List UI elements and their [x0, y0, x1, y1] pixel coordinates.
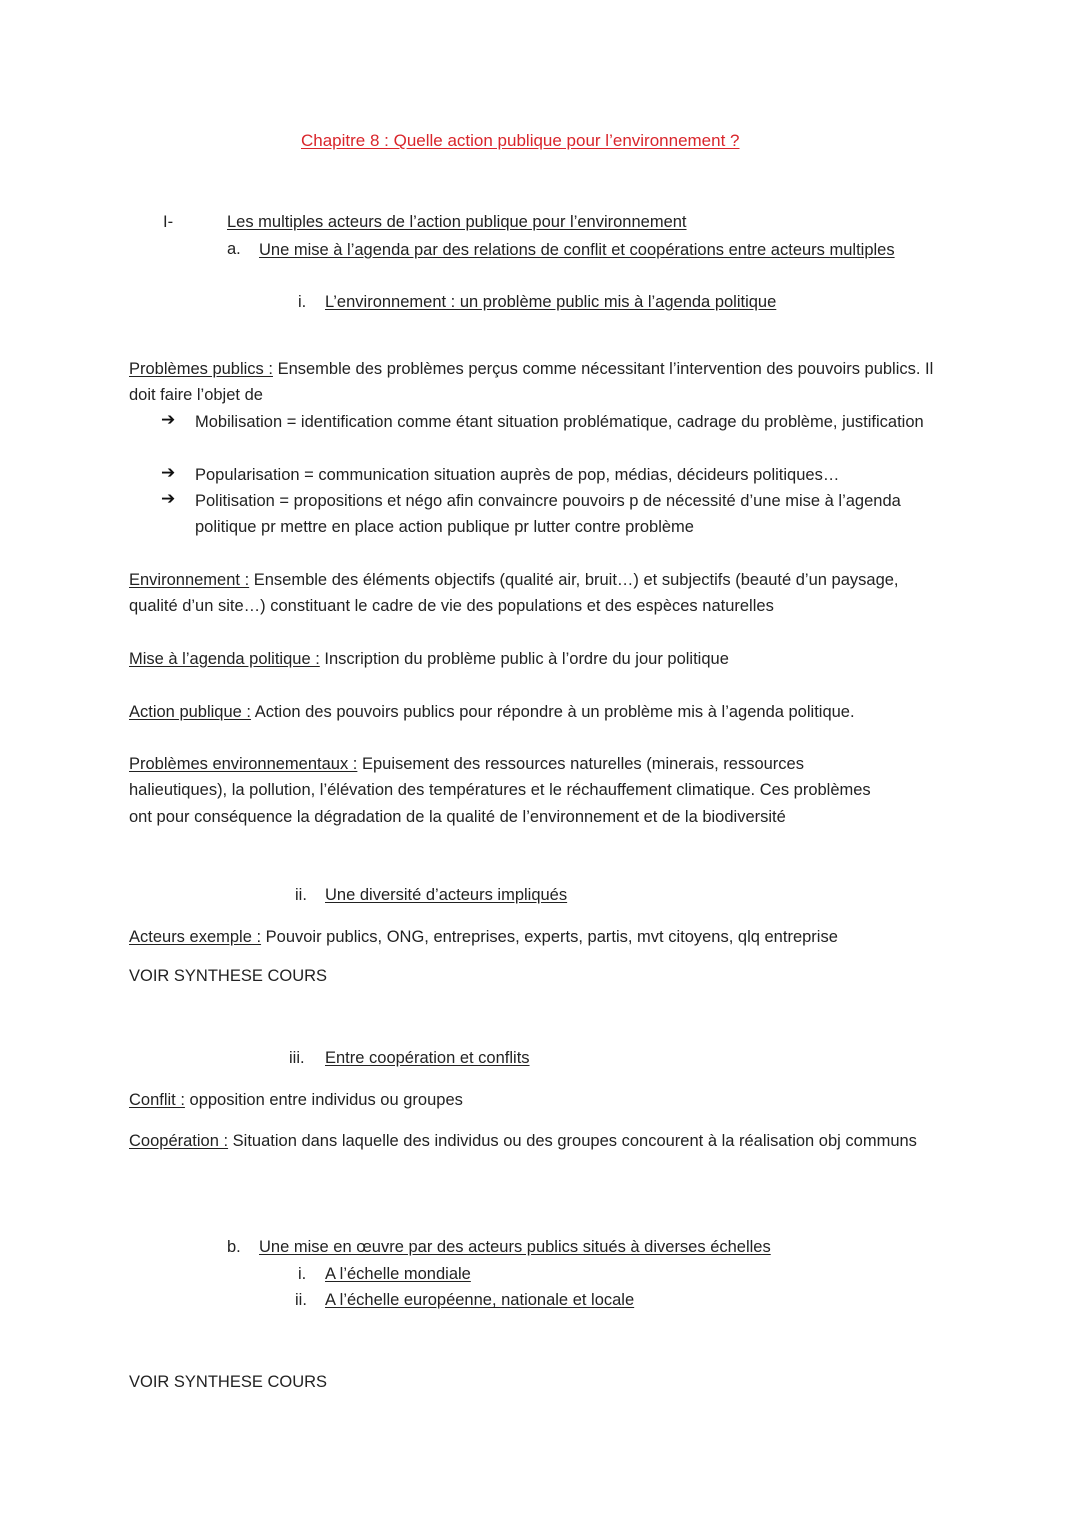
- subsection-number: b.: [227, 1238, 241, 1256]
- subsubsection-number: i.: [298, 293, 307, 311]
- section-heading: Les multiples acteurs de l’action publique pour l’environnement: [227, 213, 687, 231]
- definition-term: Coopération :: [129, 1132, 229, 1150]
- definition-text: Situation dans laquelle des individus ou des groupes concourent à la réalisation obj communs: [228, 1132, 917, 1150]
- definition-term: Environnement :: [129, 571, 250, 589]
- subsubsection-number: ii.: [295, 886, 307, 904]
- subsubsection-heading: Une diversité d’acteurs impliqués: [325, 886, 568, 904]
- bullet-item: Mobilisation = identification comme étant situation problématique, cadrage du problème, justification: [195, 413, 924, 431]
- definition-term: Acteurs exemple :: [129, 928, 262, 946]
- definition-text: opposition entre individus ou groupes: [184, 1091, 463, 1109]
- bullet-item: Popularisation = communication situation auprès de pop, médias, décideurs politiques…: [195, 466, 840, 484]
- definition-text: Pouvoir publics, ONG, entreprises, experts, partis, mvt citoyens, qlq entreprise: [261, 928, 838, 946]
- definition-text: Inscription du problème public à l’ordre du jour politique: [319, 650, 729, 668]
- subsubsection-number: ii.: [295, 1291, 307, 1309]
- definition-acteurs: [129, 924, 949, 950]
- note-voir-synthese: VOIR SYNTHESE COURS: [129, 1373, 328, 1391]
- subsubsection-heading: Entre coopération et conflits: [325, 1049, 530, 1067]
- section-number: I-: [163, 213, 174, 231]
- definition-problemes-environnementaux: [129, 751, 889, 830]
- arrow-right-icon: ➔: [161, 463, 176, 482]
- definition-action-publique: [129, 699, 989, 725]
- definition-cooperation: [129, 1128, 929, 1154]
- definition-text: Epuisement des ressources naturelles (minerais, ressources halieutiques), la pollution, l’élévation des températures et le réchauffement climatique. Ces problèmes ont pour conséquence la dégradation de la qualité de l’environnement et de la biodiversité: [129, 755, 871, 826]
- definition-term: Problèmes environnementaux :: [129, 755, 358, 773]
- page-title: Chapitre 8 : Quelle action publique pour l’environnement ?: [301, 131, 740, 150]
- definition-term: Action publique :: [129, 703, 252, 721]
- subsubsection-heading: A l’échelle européenne, nationale et locale: [325, 1291, 635, 1309]
- definition-conflit: [129, 1087, 949, 1113]
- subsubsection-heading: L’environnement : un problème public mis à l’agenda politique: [325, 293, 777, 311]
- note-voir-synthese: VOIR SYNTHESE COURS: [129, 967, 328, 985]
- subsubsection-number: iii.: [289, 1049, 305, 1067]
- arrow-right-icon: ➔: [161, 489, 176, 508]
- subsection-heading: Une mise à l’agenda par des relations de conflit et coopérations entre acteurs multiples: [259, 241, 895, 259]
- bullet-item: Politisation = propositions et négo afin convaincre pouvoirs p de nécessité d’une mise à l’agenda politique pr mettre en place action publique pr lutter contre problème: [195, 492, 901, 537]
- subsection-number: a.: [227, 240, 241, 258]
- arrow-right-icon: ➔: [161, 410, 176, 429]
- subsubsection-number: i.: [298, 1265, 307, 1283]
- definition-environnement: [129, 567, 929, 620]
- definition-term: Mise à l’agenda politique :: [129, 650, 320, 668]
- definition-text: Ensemble des éléments objectifs (qualité air, bruit…) et subjectifs (beauté d’un paysage, qualité d’un site…) constituant le cadre de vie des populations et des espèces naturelles: [129, 571, 899, 616]
- subsubsection-heading: A l’échelle mondiale: [325, 1265, 471, 1283]
- definition-term: Problèmes publics :: [129, 360, 273, 378]
- definition-problemes-publics: [129, 356, 949, 409]
- definition-term: Conflit :: [129, 1091, 185, 1109]
- subsection-heading: Une mise en œuvre par des acteurs publics situés à diverses échelles: [259, 1238, 771, 1256]
- definition-text: Ensemble des problèmes perçus comme nécessitant l’intervention des pouvoirs publics. Il doit faire l’objet de: [129, 360, 934, 405]
- definition-text: Action des pouvoirs publics pour répondre à un problème mis à l’agenda politique.: [251, 703, 855, 721]
- definition-mise-agenda: [129, 646, 949, 672]
